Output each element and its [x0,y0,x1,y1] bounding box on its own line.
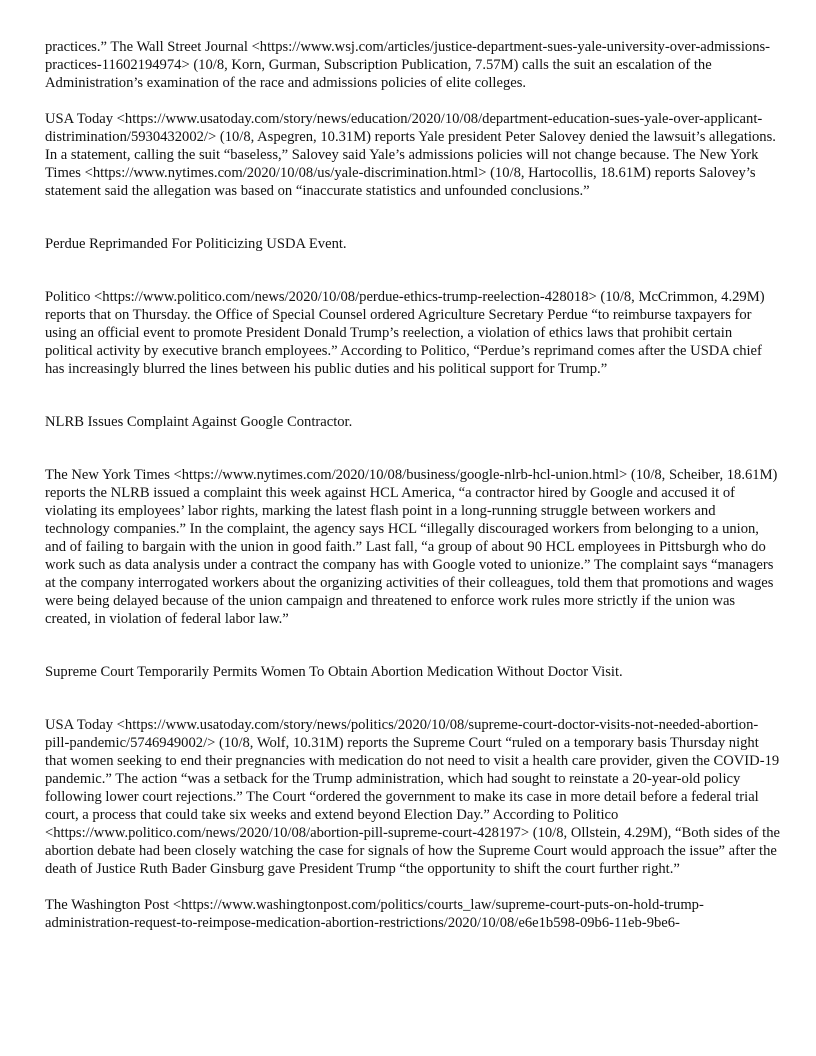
paragraph-wapo-abortion: The Washington Post <https://www.washingtonpost.com/politics/courts_law/supreme-court-puts-on-hold-trump-administration-request-to-reimpose-medication-abortion-restrictions/2020/10/08/e6e1b598-09b6-11eb-9be6- [45,897,704,931]
section-heading-supreme-court: Supreme Court Temporarily Permits Women To Obtain Abortion Medication Without Doctor Visit. [45,664,623,680]
spacer [45,878,780,896]
paragraph-wsj-yale: practices.” The Wall Street Journal <https://www.wsj.com/articles/justice-department-sues-yale-university-over-admissions-practices-11602194974> (10/8, Korn, Gurman, Subscription Publication, 7.57M) calls the suit an escalation of the Administration’s examination of the race and admissions policies of elite colleges. [45,39,771,91]
spacer [45,431,780,466]
spacer [45,628,780,663]
document-body [45,38,780,932]
section-heading-perdue: Perdue Reprimanded For Politicizing USDA Event. [45,236,347,252]
paragraph-usatoday-yale: USA Today <https://www.usatoday.com/story/news/education/2020/10/08/department-education-sues-yale-over-applicant-distrimination/5930432002/> (10/8, Aspegren, 10.31M) reports Yale president Peter Salovey denied the lawsuit’s allegations. In a statement, calling the suit “baseless,” Salovey said Yale’s admissions policies will not change because. The New York Times <https://www.nytimes.com/2020/10/08/us/yale-discrimination.html> (10/8, Hartocollis, 18.61M) reports Salovey’s statement said the allegation was based on “inaccurate statistics and unfounded conclusions.” [45,111,776,199]
spacer [45,681,780,716]
paragraph-nyt-nlrb: The New York Times <https://www.nytimes.com/2020/10/08/business/google-nlrb-hcl-union.html> (10/8, Scheiber, 18.61M) reports the NLRB issued a complaint this week against HCL America, “a contractor hired by Google and accused it of violating its employees’ labor rights, marking the latest flash point in a long-running struggle between workers and technology companies.” In the complaint, the agency says HCL “illegally discouraged workers from belonging to a union, and of failing to bargain with the union in good faith.” Last fall, “a group of about 90 HCL employees in Pittsburgh who do work such as data analysis under a contract the company has with Google voted to unionize.” The complaint says “managers at the company interrogated workers about the organizing activities of their colleagues, told them that promotions and wages were being delayed because of the union campaign and threatened to enforce work rules more strictly if the union was created, in violation of federal labor law.” [45,467,778,627]
spacer [45,253,780,288]
paragraph-politico-perdue: Politico <https://www.politico.com/news/2020/10/08/perdue-ethics-trump-reelection-428018> (10/8, McCrimmon, 4.29M) reports that on Thursday. the Office of Special Counsel ordered Agriculture Secretary Perdue “to reimburse taxpayers for using an official event to promote President Donald Trump’s reelection, a violation of ethics laws that prohibit certain political activity by executive branch employees.” According to Politico, “Perdue’s reprimand comes after the USDA chief has increasingly blurred the lines between his public duties and his political support for Trump.” [45,289,765,377]
paragraph-usatoday-abortion: USA Today <https://www.usatoday.com/story/news/politics/2020/10/08/supreme-court-doctor-visits-not-needed-abortion-pill-pandemic/5746949002/> (10/8, Wolf, 10.31M) reports the Supreme Court “ruled on a temporary basis Thursday night that women seeking to end their pregnancies with medication do not need to visit a health care provider, given the COVID-19 pandemic.” The action “was a setback for the Trump administration, which had sought to reinstate a 20-year-old policy following lower court rejections.” The Court “ordered the government to make its case in more detail before a federal trial court, a process that could take six weeks and extend beyond Election Day.” According to Politico <https://www.politico.com/news/2020/10/08/abortion-pill-supreme-court-428197> (10/8, Ollstein, 4.29M), “Both sides of the abortion debate had been closely watching the case for signals of how the Supreme Court would approach the issue” after the death of Justice Ruth Bader Ginsburg gave President Trump “the opportunity to shift the court further right.” [45,717,780,877]
section-heading-nlrb: NLRB Issues Complaint Against Google Contractor. [45,414,353,430]
spacer [45,378,780,413]
spacer [45,200,780,235]
spacer [45,92,780,110]
